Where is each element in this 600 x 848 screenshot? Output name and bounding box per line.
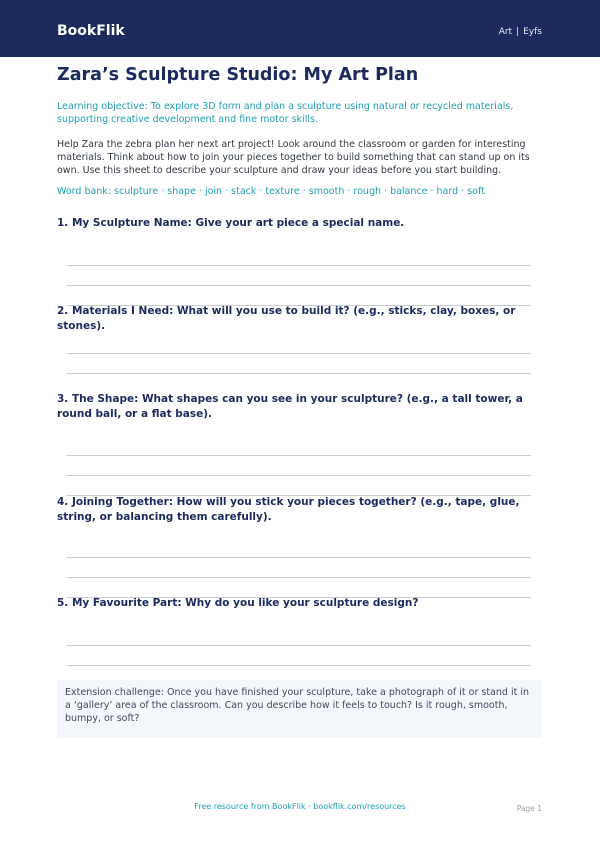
answer-line[interactable] — [67, 373, 531, 374]
answer-line[interactable] — [67, 557, 531, 558]
answer-line[interactable] — [67, 265, 531, 266]
page-number: Page 1 — [516, 804, 542, 813]
breadcrumb-separator: | — [516, 27, 520, 37]
footer-text[interactable]: Free resource from BookFlik · bookflik.com/resources — [194, 802, 406, 811]
question-4: 4. Joining Together: How will you stick your pieces together? (e.g., tape, glue, string, or balancing them carefully). — [57, 496, 520, 523]
learning-objective: Learning objective: To explore 3D form and plan a sculpture using natural or recycled materials, supporting creative development and fine motor skills. — [57, 101, 514, 125]
answer-line[interactable] — [67, 455, 531, 456]
question-3: 3. The Shape: What shapes can you see in your sculpture? (e.g., a tall tower, a round ball, or a flat base). — [57, 393, 523, 420]
site-header — [0, 0, 600, 57]
intro-text: Help Zara the zebra plan her next art project! Look around the classroom or garden for interesting materials. Think about how to join your pieces together to build something that can stand up on its own. Use this sheet to describe your sculpture and draw your ideas before you start building. — [57, 139, 530, 176]
word-bank: Word bank: sculpture · shape · join · stack · texture · smooth · rough · balance · hard · soft — [57, 186, 485, 197]
brand-logo[interactable]: BookFlik — [57, 23, 125, 39]
question-5: 5. My Favourite Part: Why do you like your sculpture design? — [57, 597, 419, 609]
extension-challenge-text: Extension challenge: Once you have finished your sculpture, take a photograph of it or stand it in a ‘gallery’ area of the classroom. Can you describe how it feels to touch? Is it rough, smooth, bumpy, or soft? — [65, 687, 529, 724]
answer-line[interactable] — [67, 577, 531, 578]
breadcrumb — [499, 27, 542, 37]
answer-line[interactable] — [67, 353, 531, 354]
answer-line[interactable] — [67, 665, 531, 666]
extension-challenge-box — [57, 680, 542, 738]
breadcrumb-item-art[interactable]: Art — [498, 27, 513, 37]
answer-line[interactable] — [67, 475, 531, 476]
answer-line[interactable] — [67, 645, 531, 646]
breadcrumb-item-eyfs[interactable]: Eyfs — [523, 27, 542, 37]
answer-line[interactable] — [67, 285, 531, 286]
question-2: 2. Materials I Need: What will you use to build it? (e.g., sticks, clay, boxes, or stones). — [57, 305, 516, 332]
question-1: 1. My Sculpture Name: Give your art piece a special name. — [57, 217, 405, 229]
page-title: Zara’s Sculpture Studio: My Art Plan — [57, 65, 419, 85]
